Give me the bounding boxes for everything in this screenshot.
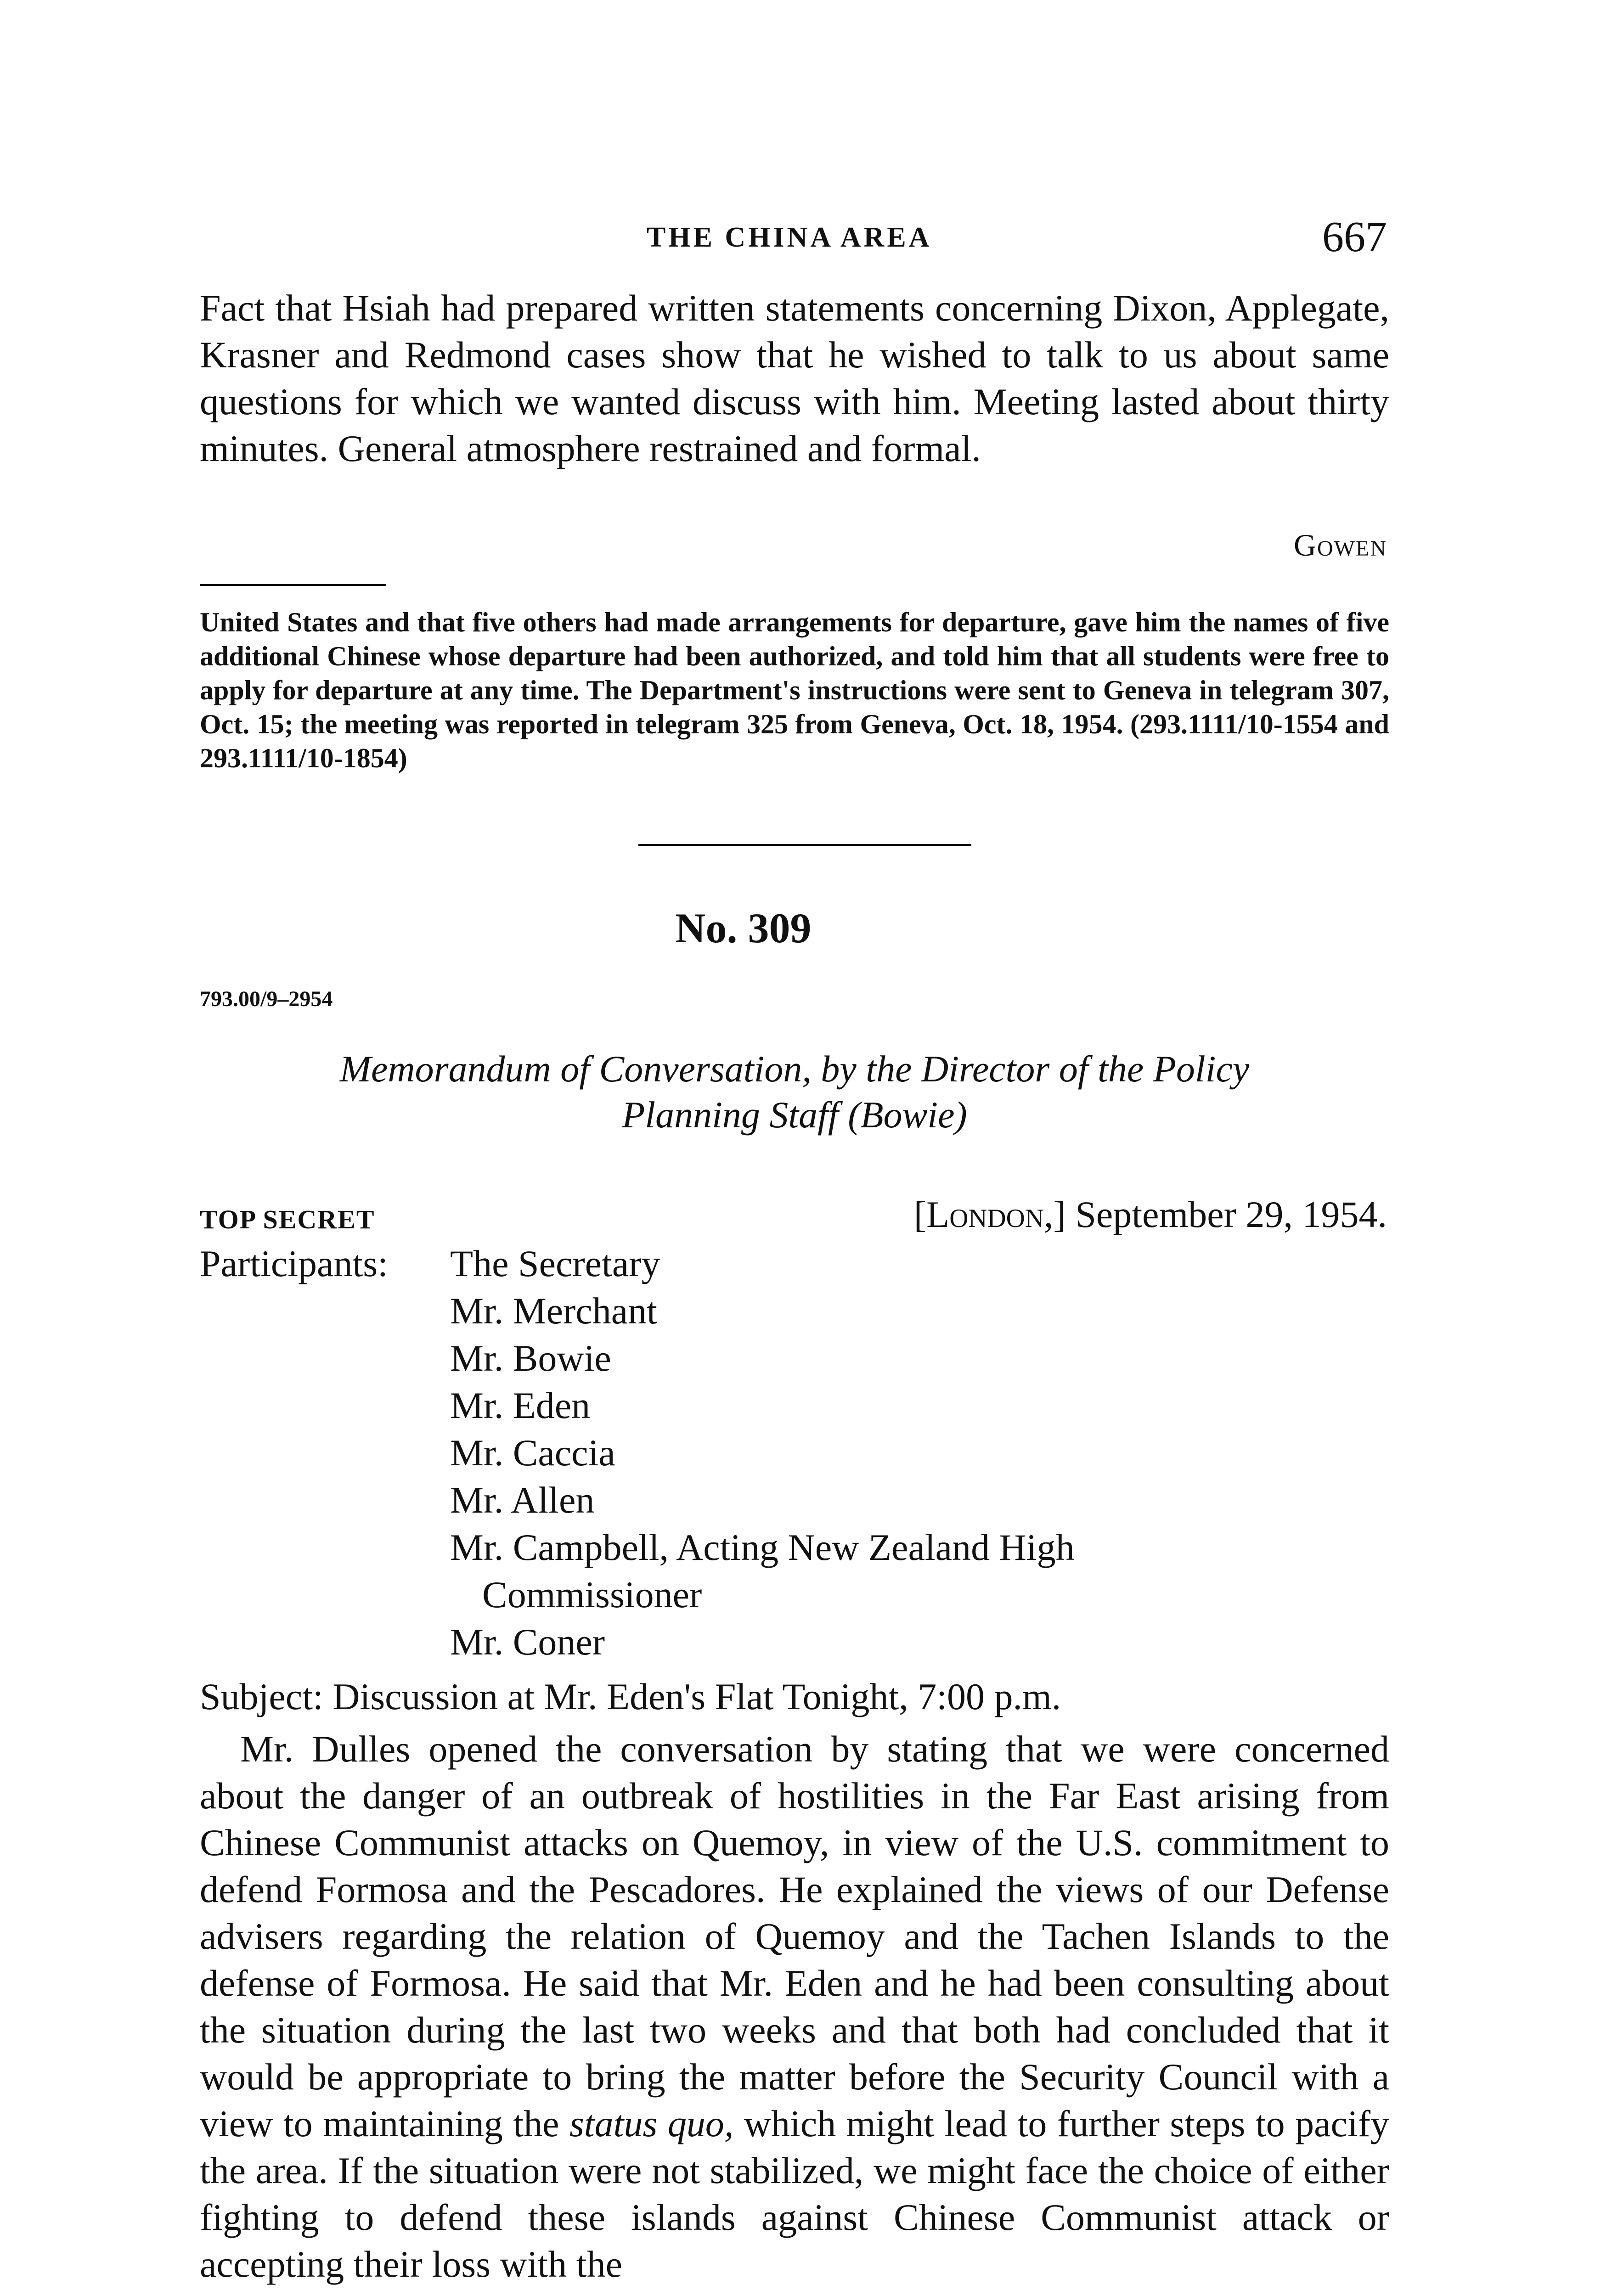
intro-paragraph-block: [200, 285, 1389, 472]
dateline-place: [London,]: [913, 1193, 1066, 1235]
participant-item: The Secretary: [450, 1243, 660, 1284]
participant-item: Mr. Allen: [450, 1479, 595, 1521]
participants-label: Participants:: [200, 1243, 388, 1284]
running-head: [0, 212, 1612, 263]
document-number: No. 309: [675, 905, 812, 951]
intro-paragraph: Fact that Hsiah had prepared written statements concerning Dixon, Applegate, Krasner and Redmond cases show that he wished to talk to us about same questions for which we wanted discuss with him. Meeting lasted about thirty minutes. General atmosphere restrained and formal.: [200, 287, 1389, 469]
running-title: THE CHINA AREA: [647, 222, 932, 253]
file-number: 793.00/9–2954: [200, 987, 333, 1011]
participant-list: [450, 1240, 1075, 1666]
body-emphasis: status quo,: [569, 2103, 734, 2144]
document-heading: [200, 1046, 1389, 1138]
body-text-part-2: which might lead to further steps to pacify the area. If the situation were not stabilized, we might face the choice of either fighting to defend these islands against Chinese Communist attack or accepting their loss with the: [200, 2103, 1390, 2285]
dateline: [914, 1193, 1387, 1236]
body-text-part-1: Mr. Dulles opened the conversation by stating that we were concerned about the danger of an outbreak of hostilities in the Far East arising from Chinese Communist attacks on Quemoy, in view of the U.S. commitment to defend Formosa and the Pescadores. He explained the views of our Defense advisers regarding the relation of Quemoy and the Tachen Islands to the defense of Formosa. He said that Mr. Eden and he had been consulting about the situation during the last two weeks and that both had concluded that it would be appropriate to bring the matter before the Security Council with a view to maintaining the: [200, 1728, 1389, 2144]
participant-item-continuation: Commissioner: [482, 1574, 702, 1615]
section-divider: [638, 844, 971, 846]
participant-item: Mr. Caccia: [450, 1432, 615, 1474]
subject-line: Subject: Discussion at Mr. Eden's Flat Tonight, 7:00 p.m.: [200, 1676, 1061, 1717]
document-heading-line-2: Planning Staff (Bowie): [622, 1094, 967, 1136]
document-heading-line-1: Memorandum of Conversation, by the Director of the Policy: [339, 1048, 1250, 1090]
body-paragraph-block: [200, 1726, 1389, 2288]
dateline-date: September 29, 1954.: [1075, 1193, 1387, 1235]
footnote: United States and that five others had made arrangements for departure, gave him the names of five additional Chinese whose departure had been authorized, and told him that all students were free to apply for departure at any time. The Department's instructions were sent to Geneva in telegram 307, Oct. 15; the meeting was reported in telegram 325 from Geneva, Oct. 18, 1954. (293.1111/10-1554 and 293.1111/10-1854): [200, 607, 1389, 773]
body-paragraph: [200, 1726, 1389, 2288]
participant-item: Mr. Eden: [450, 1384, 591, 1426]
participant-item: Mr. Bowie: [450, 1337, 611, 1379]
page-number: 667: [1322, 213, 1387, 261]
participant-item: Mr. Merchant: [450, 1290, 657, 1332]
footnote-divider: [200, 584, 386, 586]
signature: Gowen: [1293, 528, 1387, 563]
classification-label: TOP SECRET: [200, 1204, 375, 1234]
participant-item: Mr. Coner: [450, 1621, 605, 1663]
participant-item: Mr. Campbell, Acting New Zealand High: [450, 1526, 1075, 1568]
